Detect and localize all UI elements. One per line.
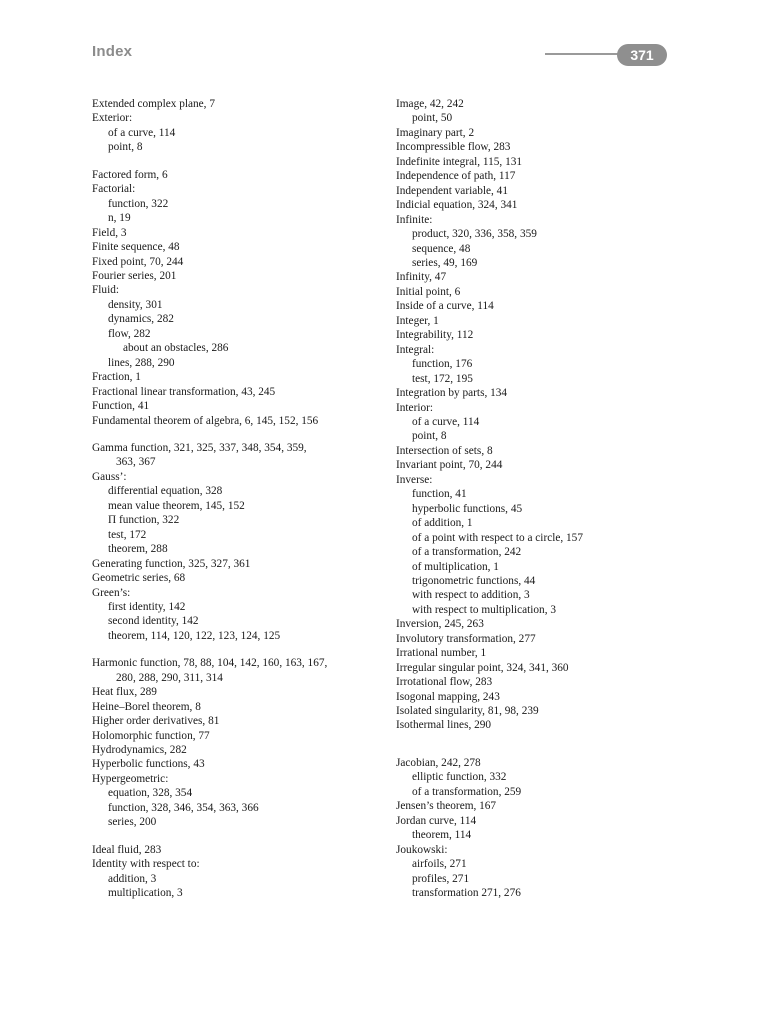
index-column-right: [396, 97, 696, 900]
index-entry: Fluid:: [92, 284, 119, 297]
index-subentry: lines, 288, 290: [108, 356, 175, 369]
index-entry: Inverse:: [396, 473, 433, 486]
index-subentry: test, 172, 195: [412, 372, 473, 385]
index-subentry: multiplication, 3: [108, 887, 183, 900]
index-subentry: of a transformation, 259: [412, 785, 522, 798]
index-entry: Factored form, 6: [92, 168, 168, 181]
index-entry: Heat flux, 289: [92, 686, 157, 699]
index-subentry: point, 8: [108, 141, 143, 154]
index-entry: Fraction, 1: [92, 371, 141, 384]
index-subentry: of a point with respect to a circle, 157: [412, 531, 583, 544]
index-entry-continuation: 280, 288, 290, 311, 314: [116, 671, 223, 684]
index-entry: Generating function, 325, 327, 361: [92, 557, 251, 570]
index-entry: Indefinite integral, 115, 131: [396, 155, 523, 168]
index-entry: Function, 41: [92, 400, 150, 413]
index-subentry: addition, 3: [108, 872, 157, 885]
index-entry: Intersection of sets, 8: [396, 444, 493, 457]
index-entry: Fixed point, 70, 244: [92, 255, 184, 268]
index-entry: Jensen’s theorem, 167: [396, 800, 497, 813]
entry-group-gap: [92, 155, 382, 168]
entry-group-gap: [396, 733, 696, 756]
index-subentry: transformation 271, 276: [412, 887, 521, 900]
index-entry: Integral:: [396, 343, 435, 356]
index-entry: Jacobian, 242, 278: [396, 756, 481, 769]
index-entry: Field, 3: [92, 226, 127, 239]
index-subentry: theorem, 114, 120, 122, 123, 124, 125: [108, 629, 281, 642]
index-entry: Fractional linear transformation, 43, 245: [92, 385, 276, 398]
index-subentry: n, 19: [108, 212, 131, 225]
index-entry: Ideal fluid, 283: [92, 843, 162, 856]
index-subentry: hyperbolic functions, 45: [412, 502, 523, 515]
index-subentry: with respect to addition, 3: [412, 589, 530, 602]
index-subentry: test, 172: [108, 528, 147, 541]
index-subentry: series, 49, 169: [412, 256, 478, 269]
index-entry: Finite sequence, 48: [92, 241, 180, 254]
running-head-title: Index: [92, 43, 133, 60]
index-entry: Independent variable, 41: [396, 184, 508, 197]
index-entry: Identity with respect to:: [92, 858, 200, 871]
index-entry: Inversion, 245, 263: [396, 618, 484, 631]
index-entry: Green’s:: [92, 586, 131, 599]
index-subentry: elliptic function, 332: [412, 771, 507, 784]
index-entry: Hypergeometric:: [92, 772, 169, 785]
index-subentry: function, 322: [108, 197, 169, 210]
index-subentry: second identity, 142: [108, 615, 199, 628]
index-entry: Jordan curve, 114: [396, 814, 477, 827]
index-entry: Irrotational flow, 283: [396, 676, 493, 689]
index-entry: Integer, 1: [396, 314, 439, 327]
index-entry: Gauss’:: [92, 470, 127, 483]
index-subentry: mean value theorem, 145, 152: [108, 499, 245, 512]
index-entry: Geometric series, 68: [92, 572, 186, 585]
index-entry: Integrability, 112: [396, 329, 474, 342]
index-entry: Fundamental theorem of algebra, 6, 145, 152, 156: [92, 414, 319, 427]
index-subentry: density, 301: [108, 298, 163, 311]
index-entry: Factorial:: [92, 183, 136, 196]
index-subentry: point, 8: [412, 430, 447, 443]
index-subsubentry: about an obstacles, 286: [123, 342, 229, 355]
index-subentry: profiles, 271: [412, 872, 470, 885]
index-subentry: flow, 282: [108, 327, 151, 340]
index-entry: Irregular singular point, 324, 341, 360: [396, 661, 569, 674]
index-entry: Integration by parts, 134: [396, 387, 508, 400]
index-entry: Fourier series, 201: [92, 269, 177, 282]
entry-group-gap: [92, 428, 382, 441]
index-subentry: function, 176: [412, 358, 473, 371]
index-entry: Independence of path, 117: [396, 170, 516, 183]
index-entry: Heine–Borel theorem, 8: [92, 700, 201, 713]
index-entry: Gamma function, 321, 325, 337, 348, 354, 359,: [92, 441, 307, 454]
index-entry: Interior:: [396, 401, 434, 414]
index-entry: Joukowski:: [396, 843, 448, 856]
page-number-badge: 371: [617, 44, 667, 66]
index-entry: Involutory transformation, 277: [396, 632, 536, 645]
index-subentry: Π function, 322: [108, 514, 180, 527]
index-subentry: product, 320, 336, 358, 359: [412, 228, 537, 241]
index-subentry: of multiplication, 1: [412, 560, 499, 573]
index-subentry: point, 50: [412, 112, 453, 125]
index-entry: Infinity, 47: [396, 271, 447, 284]
index-subentry: of a curve, 114: [412, 415, 480, 428]
index-entry: Infinite:: [396, 213, 433, 226]
index-entry: Incompressible flow, 283: [396, 141, 511, 154]
index-subentry: differential equation, 328: [108, 485, 223, 498]
index-entry: Higher order derivatives, 81: [92, 715, 220, 728]
index-entry: Isothermal lines, 290: [396, 719, 492, 732]
index-entry: Hydrodynamics, 282: [92, 744, 187, 757]
index-entry: Inside of a curve, 114: [396, 300, 494, 313]
index-subentry: of a transformation, 242: [412, 546, 522, 559]
index-entry: Invariant point, 70, 244: [396, 459, 503, 472]
index-entry: Imaginary part, 2: [396, 126, 475, 139]
index-entry: Image, 42, 242: [396, 98, 464, 110]
index-subentry: theorem, 288: [108, 543, 168, 556]
index-entry: Exterior:: [92, 112, 133, 125]
index-entry: Isogonal mapping, 243: [396, 690, 500, 703]
index-entry: Isolated singularity, 81, 98, 239: [396, 705, 539, 718]
index-subentry: airfoils, 271: [412, 858, 467, 871]
index-entry-continuation: 363, 367: [116, 456, 156, 469]
index-subentry: sequence, 48: [412, 242, 471, 255]
index-subentry: function, 41: [412, 488, 467, 501]
index-entry: Holomorphic function, 77: [92, 729, 210, 742]
index-entry: Harmonic function, 78, 88, 104, 142, 160, 163, 167,: [92, 657, 328, 670]
entry-group-gap: [92, 643, 382, 656]
index-subentry: of addition, 1: [412, 517, 473, 530]
index-entry: Indicial equation, 324, 341: [396, 199, 518, 212]
index-column-left: [92, 97, 382, 901]
entry-group-gap: [92, 830, 382, 843]
header-rule: [545, 53, 625, 55]
index-subentry: with respect to multiplication, 3: [412, 603, 557, 616]
index-subentry: dynamics, 282: [108, 313, 174, 326]
index-subentry: equation, 328, 354: [108, 787, 193, 800]
index-subentry: first identity, 142: [108, 600, 186, 613]
index-entry: Extended complex plane, 7: [92, 98, 215, 110]
index-subentry: series, 200: [108, 816, 157, 829]
index-subentry: of a curve, 114: [108, 126, 176, 139]
index-subentry: function, 328, 346, 354, 363, 366: [108, 801, 259, 814]
index-subentry: trigonometric functions, 44: [412, 574, 536, 587]
index-entry: Initial point, 6: [396, 285, 461, 298]
index-subentry: theorem, 114: [412, 829, 472, 842]
index-entry: Irrational number, 1: [396, 647, 487, 660]
index-entry: Hyperbolic functions, 43: [92, 758, 205, 771]
